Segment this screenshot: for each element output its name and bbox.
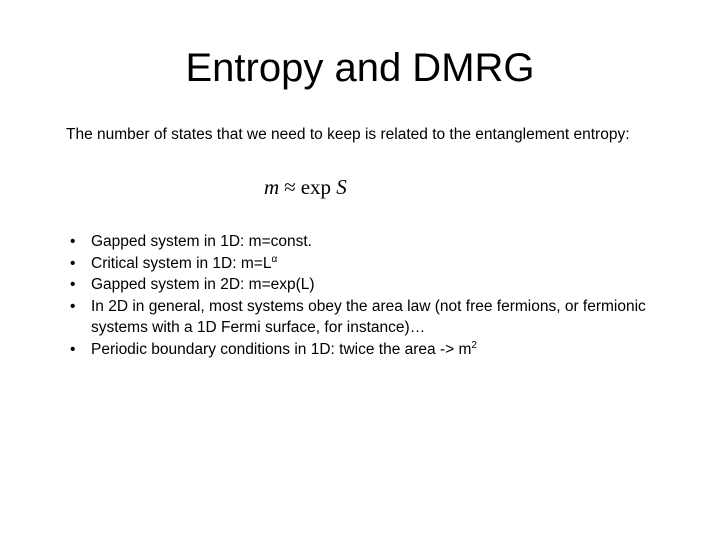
bullet-text: Gapped system in 1D: m=const. — [91, 233, 312, 250]
formula-operator: ≈ — [284, 175, 296, 199]
formula-lhs: m — [264, 175, 280, 199]
bullet-icon: • — [70, 340, 76, 358]
bullet-item — [70, 231, 650, 253]
formula-argument: S — [336, 175, 347, 199]
intro-text: The number of states that we need to keep is related to the entanglement entropy: — [66, 126, 630, 143]
bullet-icon: • — [70, 297, 76, 315]
bullet-icon: • — [70, 276, 76, 293]
bullet-text: In 2D in general, most systems obey the area law (not free fermions, or fermionic systems with a 1D Fermi surface, for instance)… — [91, 297, 646, 336]
bullet-icon: • — [70, 233, 76, 250]
bullet-item — [70, 253, 650, 275]
bullet-superscript: 2 — [471, 339, 477, 351]
bullet-text: Gapped system in 2D: m=exp(L) — [91, 276, 315, 293]
slide-title: Entropy and DMRG — [185, 46, 535, 90]
bullet-icon: • — [70, 254, 76, 272]
formula — [264, 174, 347, 200]
bullet-text: Critical system in 1D: m=L — [91, 254, 272, 272]
formula-function: exp — [300, 175, 332, 199]
bullet-item — [70, 339, 650, 361]
bullet-list — [70, 231, 650, 360]
bullet-item — [70, 296, 650, 339]
bullet-superscript: α — [271, 253, 278, 265]
bullet-text: Periodic boundary conditions in 1D: twice the area -> m — [91, 340, 472, 358]
bullet-item — [70, 274, 650, 296]
